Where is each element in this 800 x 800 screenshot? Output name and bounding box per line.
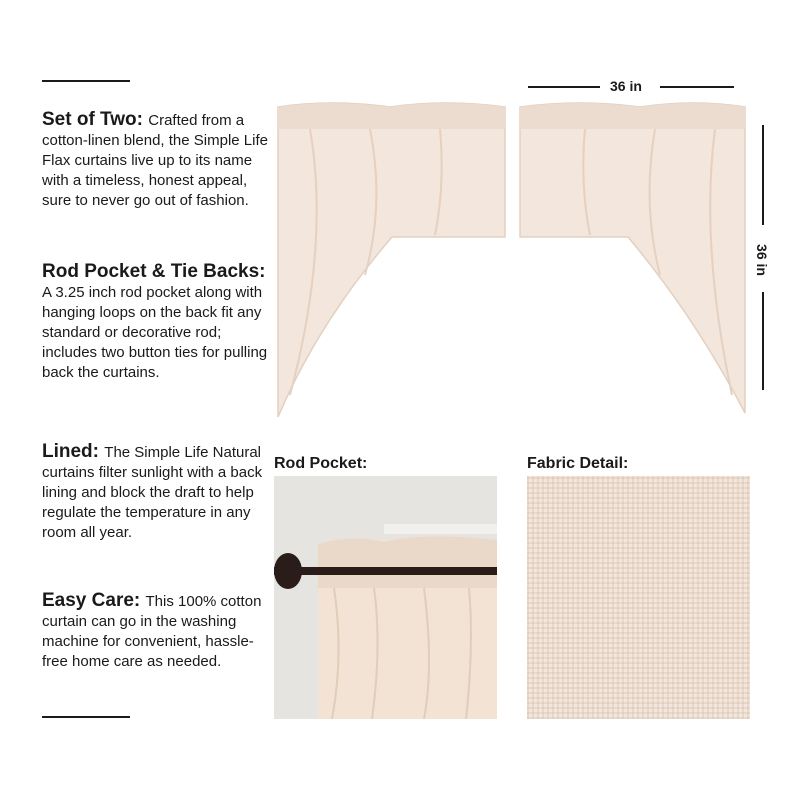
left-swag-pocket <box>278 103 505 129</box>
section-heading: Set of Two: <box>42 109 149 130</box>
left-swag <box>278 103 505 417</box>
curtain-rod <box>274 567 497 575</box>
section-text: The Simple Life Natural curtains filter sunlight with a back lining and block the draft to help regulate the temperature in any room all year. <box>42 444 263 541</box>
section-heading: Easy Care: <box>42 590 146 611</box>
rod-pocket-block <box>42 262 272 383</box>
height-dimension-line-top <box>762 125 764 225</box>
fabric-detail-photo <box>527 476 750 719</box>
rod-finial <box>274 553 302 589</box>
bottom-rule <box>42 716 130 718</box>
section-text: A 3.25 inch rod pocket along with hanging loops on the back fit any standard or decorative rod; includes two button ties for pulling back the curtains. <box>42 284 268 381</box>
set-of-two-block <box>42 110 272 211</box>
height-dimension-label: 36 in <box>754 240 770 280</box>
easy-care-block <box>42 591 272 672</box>
section-text: Crafted from a cotton-linen blend, the Simple Life Flax curtains live up to its name with a timeless, honest appeal, sure to never go out of fashion. <box>42 112 268 209</box>
top-rule <box>42 80 130 82</box>
width-dimension-label: 36 in <box>610 78 642 94</box>
lined-block <box>42 442 272 543</box>
fabric-detail-caption: Fabric Detail: <box>527 455 629 472</box>
rod-pocket-photo <box>274 476 497 719</box>
width-dimension-line-right <box>660 86 734 88</box>
width-dimension-line-left <box>528 86 600 88</box>
section-heading: Lined: <box>42 441 105 462</box>
curtain-swags-image <box>270 95 755 425</box>
height-dimension-line-bottom <box>762 292 764 390</box>
section-text: This 100% cotton curtain can go in the washing machine for convenient, hassle-free home care as needed. <box>42 593 262 670</box>
section-heading: Rod Pocket & Tie Backs: <box>42 261 266 282</box>
right-swag-pocket <box>520 103 745 129</box>
rod-pocket-caption: Rod Pocket: <box>274 455 368 472</box>
